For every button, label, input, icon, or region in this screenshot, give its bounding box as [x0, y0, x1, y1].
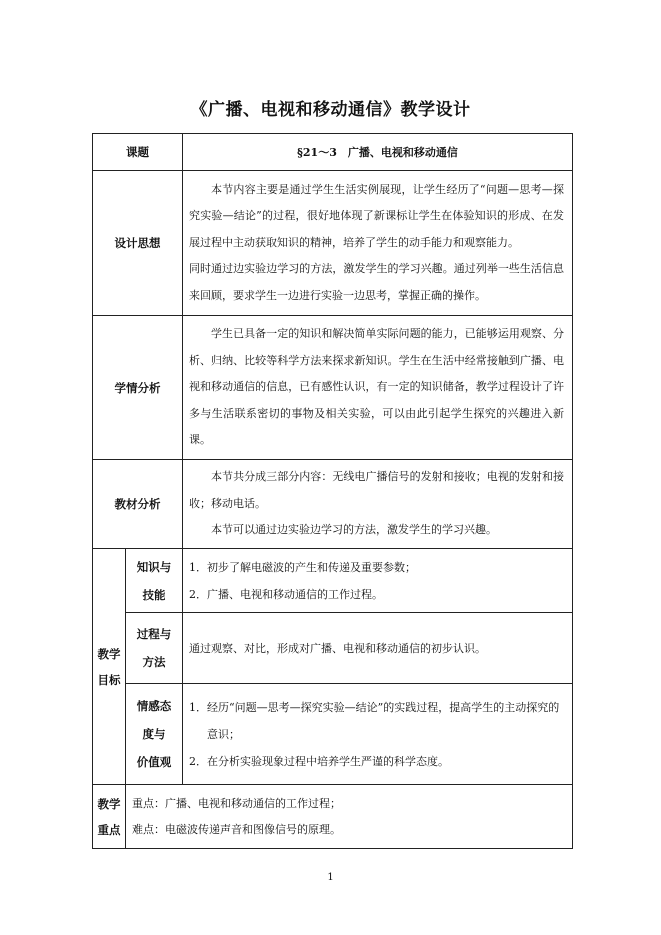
objective-knowledge-label-line1: 知识与: [136, 559, 172, 574]
objective-process-content: 通过观察、对比，形成对广播、电视和移动通信的初步认识。: [183, 613, 573, 684]
keypoints-label-line2: 重点: [97, 822, 121, 837]
list-item: [189, 748, 564, 775]
objective-process-label: [126, 613, 183, 684]
objective-attitude-label-line2: 度与: [142, 727, 166, 741]
objective-attitude-label: [126, 684, 183, 785]
material-label: 教材分析: [93, 460, 183, 549]
material-content: [183, 460, 573, 549]
objective-process-label-line1: 过程与: [136, 627, 172, 641]
objectives-label-line1: 教学: [97, 646, 121, 661]
list-item-text: 经历“问题—思考—探究实验—结论”的实践过程，提高学生的主动探究的意识；: [207, 700, 560, 741]
keypoints-label: [93, 785, 126, 849]
objectives-label: [93, 549, 126, 785]
topic-row: [93, 134, 573, 171]
objective-knowledge-label: [126, 549, 183, 613]
topic-value: §21～3 广播、电视和移动通信: [183, 134, 573, 171]
objectives-label-line2: 目标: [97, 672, 121, 687]
objective-attitude-label-line1: 情感态: [136, 699, 172, 713]
material-paragraph-1: 本节共分成三部分内容：无线电广播信号的发射和接收；电视的发射和接收；移动电话。: [189, 470, 564, 510]
material-row: [93, 460, 573, 549]
keypoints-content: [126, 785, 573, 849]
design-paragraph-1: 本节内容主要是通过学生生活实例展现，让学生经历了“问题—思考—探究实验—结论”的过程，很好地体现了新课标让学生在体验知识的形成、在发展过程中主动获取知识的精神，培养了学生的动手能力和观察能力。: [189, 182, 564, 249]
objective-process-label-line2: 方法: [142, 655, 166, 669]
list-item-number: 1．: [189, 560, 207, 574]
list-item-number: 2．: [189, 754, 207, 768]
list-item-number: 1．: [189, 700, 207, 714]
list-item: [189, 581, 564, 608]
list-item-number: 2．: [189, 587, 207, 601]
design-paragraph-2: 同时通过边实验边学习的方法，激发学生的学习兴趣。通过列举一些生活信息来回顾，要求学生一边进行实验一边思考，掌握正确的操作。: [189, 262, 564, 302]
analysis-label: 学情分析: [93, 316, 183, 460]
objective-knowledge-content: [183, 549, 573, 613]
list-item-text: 广播、电视和移动通信的工作过程。: [207, 587, 383, 601]
objective-knowledge-row: [93, 549, 573, 613]
keypoints-label-line1: 教学: [97, 796, 121, 811]
design-content: [183, 171, 573, 316]
material-paragraph-2: 本节可以通过边实验边学习的方法，激发学生的学习兴趣。: [211, 523, 497, 537]
list-item-text: 初步了解电磁波的产生和传递及重要参数；: [207, 560, 416, 574]
keypoints-difficulty: 难点：电磁波传递声音和图像信号的原理。: [132, 822, 341, 836]
objective-process-row: [93, 613, 573, 684]
keypoints-focus: 重点：广播、电视和移动通信的工作过程；: [132, 796, 341, 810]
topic-label: 课题: [93, 134, 183, 171]
design-label: 设计思想: [93, 171, 183, 316]
lesson-plan-table: [92, 133, 573, 849]
analysis-content: 学生已具备一定的知识和解决简单实际问题的能力，已能够运用观察、分析、归纳、比较等科学方法来探求新知识。学生在生活中经常接触到广播、电视和移动通信的信息，已有感性认识，有一定的知识储备，教学过程设计了许多与生活联系密切的事物及相关实验，可以由此引起学生探究的兴趣进入新课。: [183, 316, 573, 460]
objective-attitude-label-line3: 价值观: [136, 755, 172, 769]
list-item: [189, 694, 564, 748]
analysis-row: [93, 316, 573, 460]
document-title: 《广播、电视和移动通信》教学设计: [190, 100, 471, 120]
keypoints-row: [93, 785, 573, 849]
list-item: [189, 554, 564, 581]
objective-knowledge-label-line2: 技能: [142, 587, 166, 602]
objective-attitude-content: [183, 684, 573, 785]
list-item-text: 在分析实验现象过程中培养学生严谨的科学态度。: [207, 754, 449, 768]
objective-attitude-row: [93, 684, 573, 785]
design-row: [93, 171, 573, 316]
page-number: 1: [327, 872, 334, 883]
